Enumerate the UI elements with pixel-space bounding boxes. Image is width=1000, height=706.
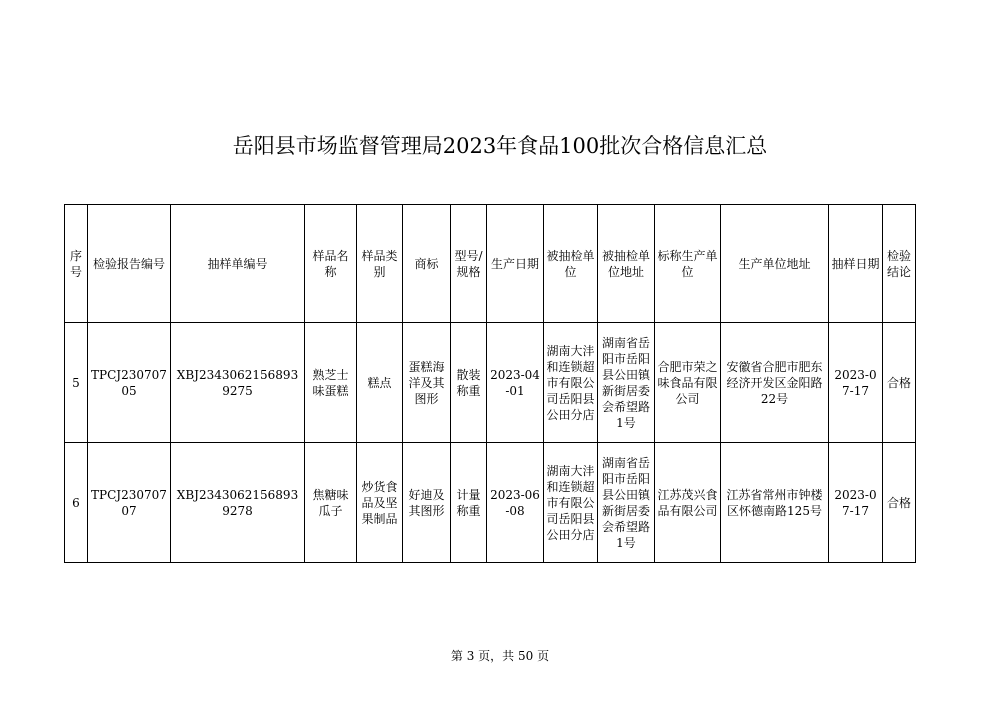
cell-sample-name: 熟芝士味蛋糕 (305, 323, 357, 443)
header-cell-production-date: 生产日期 (487, 205, 544, 323)
header-cell-manufacturer-address: 生产单位地址 (721, 205, 829, 323)
header-cell-seq: 序号 (65, 205, 88, 323)
cell-sampled-unit-address: 湖南省岳阳市岳阳县公田镇新街居委会希望路1号 (598, 323, 655, 443)
header-cell-trademark: 商标 (403, 205, 451, 323)
table-header-row (65, 205, 916, 323)
cell-sample-category: 糕点 (357, 323, 403, 443)
cell-spec: 散装称重 (451, 323, 487, 443)
header-cell-spec: 型号/规格 (451, 205, 487, 323)
cell-trademark: 好迪及其图形 (403, 443, 451, 563)
cell-conclusion: 合格 (883, 443, 916, 563)
table-row (65, 323, 916, 443)
inspection-table (64, 204, 916, 563)
cell-manufacturer: 合肥市荣之味食品有限公司 (655, 323, 721, 443)
header-cell-manufacturer: 标称生产单位 (655, 205, 721, 323)
cell-report-no: TPCJ23070707 (88, 443, 171, 563)
table-row (65, 443, 916, 563)
header-cell-sample-no: 抽样单编号 (171, 205, 305, 323)
cell-manufacturer: 江苏茂兴食品有限公司 (655, 443, 721, 563)
document-title: 岳阳县市场监督管理局2023年食品100批次合格信息汇总 (232, 134, 768, 158)
cell-production-date: 2023-06-08 (487, 443, 544, 563)
cell-manufacturer-address: 江苏省常州市钟楼区怀德南路125号 (721, 443, 829, 563)
cell-sample-name: 焦糖味瓜子 (305, 443, 357, 563)
cell-conclusion: 合格 (883, 323, 916, 443)
header-cell-sample-name: 样品名称 (305, 205, 357, 323)
cell-production-date: 2023-04-01 (487, 323, 544, 443)
header-cell-report-no: 检验报告编号 (88, 205, 171, 323)
cell-seq: 6 (65, 443, 88, 563)
cell-sampled-unit: 湖南大沣和连锁超市有限公司岳阳县公田分店 (544, 443, 598, 563)
cell-sample-no: XBJ23430621568939275 (171, 323, 305, 443)
page-footer: 第 3 页，共 50 页 (450, 649, 550, 663)
cell-sample-no: XBJ23430621568939278 (171, 443, 305, 563)
header-cell-sampling-date: 抽样日期 (829, 205, 883, 323)
cell-report-no: TPCJ23070705 (88, 323, 171, 443)
cell-spec: 计量称重 (451, 443, 487, 563)
header-cell-sampled-unit: 被抽检单位 (544, 205, 598, 323)
header-cell-conclusion: 检验结论 (883, 205, 916, 323)
cell-manufacturer-address: 安徽省合肥市肥东经济开发区金阳路22号 (721, 323, 829, 443)
header-cell-sample-category: 样品类别 (357, 205, 403, 323)
cell-sample-category: 炒货食品及坚果制品 (357, 443, 403, 563)
cell-trademark: 蛋糕海洋及其图形 (403, 323, 451, 443)
cell-seq: 5 (65, 323, 88, 443)
cell-sampling-date: 2023-07-17 (829, 443, 883, 563)
header-cell-sampled-unit-address: 被抽检单位地址 (598, 205, 655, 323)
cell-sampling-date: 2023-07-17 (829, 323, 883, 443)
cell-sampled-unit-address: 湖南省岳阳市岳阳县公田镇新街居委会希望路1号 (598, 443, 655, 563)
cell-sampled-unit: 湖南大沣和连锁超市有限公司岳阳县公田分店 (544, 323, 598, 443)
